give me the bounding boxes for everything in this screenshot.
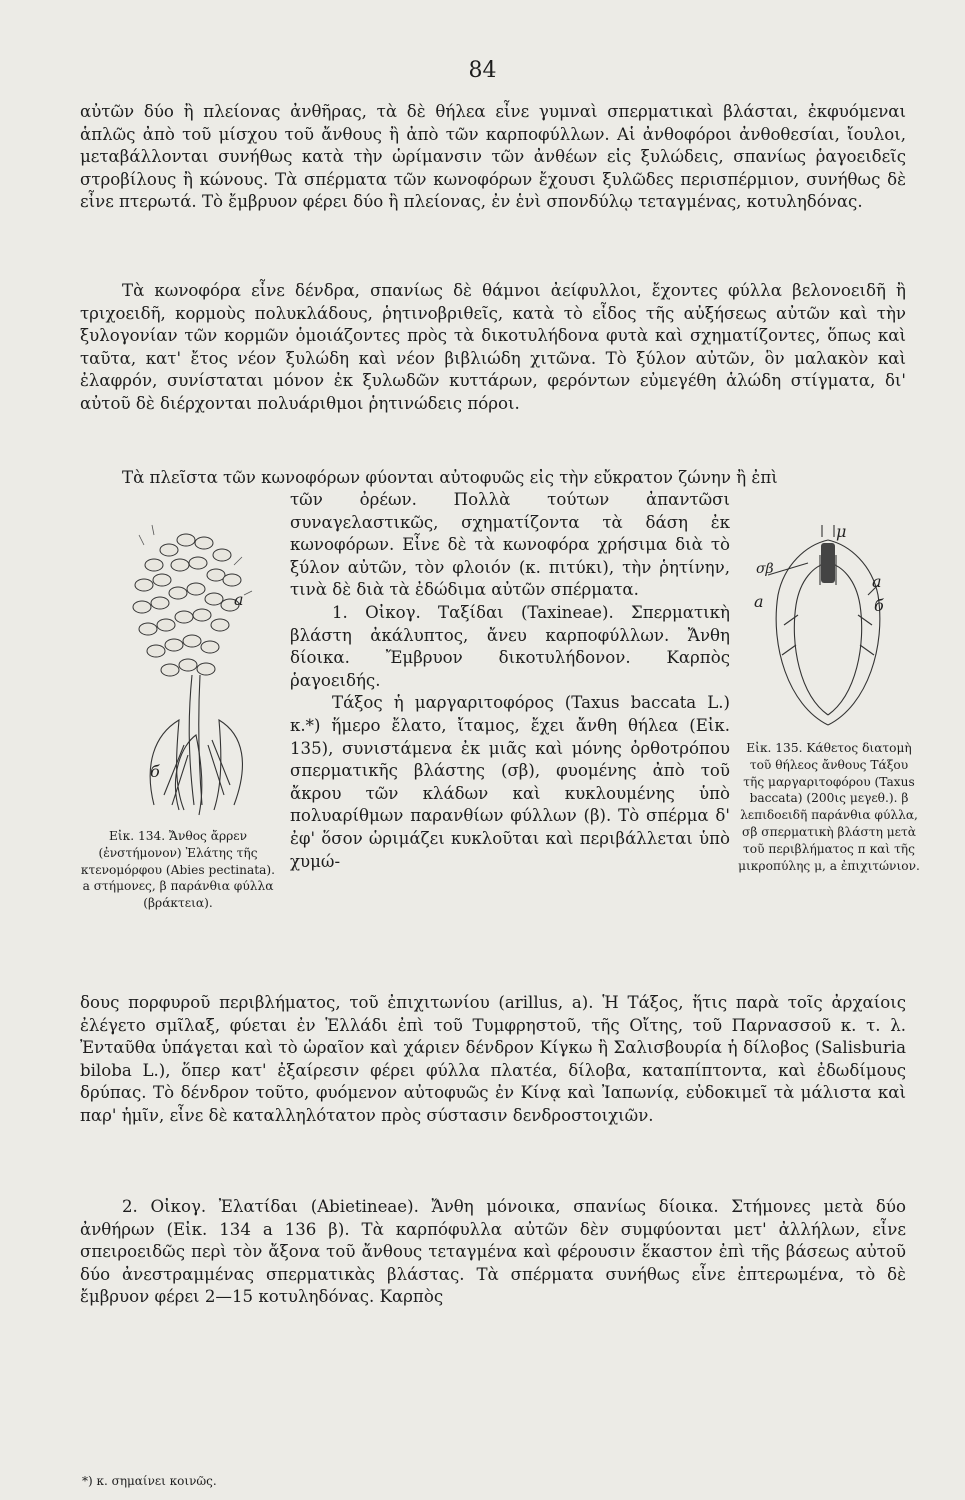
figure-134-caption: [78, 828, 278, 912]
center-column: [290, 489, 730, 873]
paragraph-1: [80, 101, 906, 214]
paragraph-3-line: Τὰ πλεῖστα τῶν κωνοφόρων φύονται αὐτοφυῶς εἰς τὴν εὔκρατον ζώνην ἢ ἐπὶ: [122, 468, 778, 487]
figure-134-caption-text: Εἰκ. 134. Ἄνθος ἄρρεν (ἐνστήμονον) Ἐλάτης τῆς κτενομόρφου (Abies pectinata). a στήμονες, β παράνθια φύλλα (βράκτεια).: [80, 829, 276, 911]
paragraph-2: [80, 280, 906, 416]
figure-135-label-b: б: [874, 596, 884, 615]
paragraph-5-full: δους πορφυροῦ περιβλήματος, τοῦ ἐπιχιτωνίου (arillus, a). Ἡ Τάξος, ἥτις παρὰ τοῖς ἀρχαίοις ἐλέγετο σμῖλαξ, φύεται ἐν Ἑλλάδι ἐπὶ τοῦ Τυμφρηστοῦ, τῆς Οἴτης, τοῦ Παρνασσοῦ κ. τ. λ. Ἐνταῦθα ὑπάγεται καὶ τὸ ὡραῖον καὶ χάριεν δένδρον Κίγκω ἢ Σαλισβουρία ἡ δίλοβος (Salisburia biloba L.), ὅπερ κατ' ἐξαίρεσιν φέρει φύλλα πλατέα, δίλοβα, καταπίπτοντα, καὶ ἐδωδίμους δρύπας. Τὸ δένδρον τοῦτο, φυόμενον αὐτοφυῶς ἐν Κίνᾳ καὶ Ἰαπωνίᾳ, εὐδοκιμεῖ τὰ μάλιστα καὶ παρ' ἡμῖν, εἶνε δὲ καταλληλότατον πρὸς σύστασιν δενδροστοιχιῶν.: [80, 993, 906, 1125]
figure-134-label-b: б: [150, 762, 160, 781]
paragraph-5-col: Τάξος ἡ μαργαριτοφόρος (Taxus baccata L.) κ.*) ἥμερο ἔλατο, ἴταμος, ἔχει ἄνθη θήλεα (Εἰκ. 135), συνιστάμενα ἐκ μιᾶς καὶ μόνης ὀρθοτρόπου σπερματικῆς βλάστης (σβ), φυομένης ἀπὸ τοῦ ἄκρου τῶν κλάδων καὶ κυκλουμένης ὑπὸ πολυαρίθμων παρανθίων φύλλων (β). Τὸ σπέρμα δ' ἐφ' ὅσον ὡριμάζει κυκλοῦται καὶ περιβάλλεται ὑπὸ χυμώ-: [290, 693, 730, 871]
paragraph-6: [80, 1196, 906, 1309]
paragraph-1-text: αὐτῶν δύο ἢ πλείονας ἀνθῆρας, τὰ δὲ θήλεα εἶνε γυμναὶ σπερματικαὶ βλάσται, ἐκφυόμεναι ἁπλῶς ἀπὸ τοῦ μίσχου τοῦ ἄνθους ἢ ἀπὸ τῶν καρποφύλλων. Αἱ ἀνθοφόροι ἀνθοθεσίαι, ἴουλοι, μεταβάλλονται συνήθως κατὰ τὴν ὡρίμανσιν τῶν ἀνθέων εἰς ξυλώδεις, σπανίως ῥαγοειδεῖς στροβίλους ἢ κώνους. Τὰ σπέρματα τῶν κωνοφόρων ἔχουσι ξυλῶδες περισπέρμιον, συνήθως δὲ εἶνε πτερωτά. Τὸ ἔμβρυον φέρει δύο ἢ πλείονας, ἐν ἑνὶ σπονδύλῳ τεταγμένας, κοτυληδόνας.: [80, 102, 906, 212]
figure-135-illustration: [748, 515, 908, 735]
figure-134-label-a: a: [234, 590, 244, 609]
figure-135-label-a-right: a: [872, 572, 882, 591]
page-number: 84: [468, 58, 497, 83]
figure-135-caption-text: Εἰκ. 135. Κάθετος διατομὴ τοῦ θήλεος ἄνθους Τάξου τῆς μαργαριτοφόρου (Taxus baccata) (200ις μεγεθ.). β λεπιδοειδῆ παράνθια φύλλα, σβ σπερματικὴ βλάστη μετὰ τοῦ περιβλήματος π καὶ τῆς μικροπύλης μ, a ἐπιχιτώνιον.: [738, 741, 920, 873]
paragraph-3-col: τῶν ὀρέων. Πολλὰ τούτων ἀπαντῶσι συναγελαστικῶς, σχηματίζοντα τὰ δάση ἐκ κωνοφόρων. Εἶνε δὲ τὰ κωνοφόρα χρήσιμα διὰ τὸ ξύλον αὐτῶν, τὸν φλοιόν (κ. πιτύκι), τὴν ῥητίνην, τινὰ δὲ διὰ τὰ ἐδώδιμα αὐτῶν σπέρματα.: [290, 490, 730, 600]
footnote: *) κ. σημαίνει κοινῶς.: [82, 1474, 217, 1488]
figure-135-label-mu: μ: [836, 522, 847, 541]
paragraph-5-continued: [80, 992, 906, 1128]
figure-134-illustration: [84, 505, 280, 825]
figure-135-label-sb: σβ: [756, 561, 774, 577]
paragraph-6-text: 2. Οἰκογ. Ἐλατίδαι (Abietineae). Ἄνθη μόνοικα, σπανίως δίοικα. Στήμονες μετὰ δύο ἀνθήρων (Εἰκ. 134 a 136 β). Τὰ καρπόφυλλα αὐτῶν δὲν συμφύονται μετ' ἀλλήλων, εἶνε σπειροειδῶς περὶ τὸν ἄξονα τοῦ ἄνθους τεταγμένα καὶ φέρουσιν ἕκαστον ἐπὶ τῆς βάσεως αὐτοῦ δύο ἀνεστραμμένας σπερματικὰς βλάστας. Τὰ σπέρματα συνήθως εἶνε ἐπτερωμένα, τὸ δὲ ἔμβρυον φέρει 2—15 κοτυληδόνας. Καρπὸς: [80, 1197, 906, 1307]
paragraph-3-first-line: [80, 467, 906, 490]
figure-135-label-a-left: a: [754, 592, 764, 611]
paragraph-2-text: Τὰ κωνοφόρα εἶνε δένδρα, σπανίως δὲ θάμνοι ἀείφυλλοι, ἔχοντες φύλλα βελονοειδῆ ἢ τριχοειδῆ, κορμοὺς πολυκλάδους, ῥητινοβριθεῖς, κατὰ τὸ εἶδος τῆς αὐξήσεως αὐτῶν καὶ τὴν ξυλογονίαν τῶν κορμῶν ὁμοιάζοντες πρὸς τὰ δικοτυλήδονα φυτὰ καὶ σχηματίζοντες, ὅπως καὶ ταῦτα, κατ' ἔτος νέον ξυλώδη καὶ νέον βιβλιώδη χιτῶνα. Τὸ ξύλον αὐτῶν, ὃν μαλακὸν καὶ ἐλαφρόν, συνίσταται μόνον ἐκ ξυλωδῶν κυττάρων, φερόντων εὐμεγέθη ἁλώδη στίγματα, δι' αὐτοῦ δὲ διέρχονται πολυάριθμοι ῥητινώδεις πόροι.: [80, 281, 906, 413]
figure-135-caption: [738, 740, 920, 874]
paragraph-4: 1. Οἰκογ. Ταξίδαι (Taxineae). Σπερματικὴ βλάστη ἀκάλυπτος, ἄνευ καρποφύλλων. Ἄνθη δίοικα. Ἔμβρυον δικοτυλήδονον. Καρπὸς ῥαγοειδής.: [290, 602, 730, 690]
